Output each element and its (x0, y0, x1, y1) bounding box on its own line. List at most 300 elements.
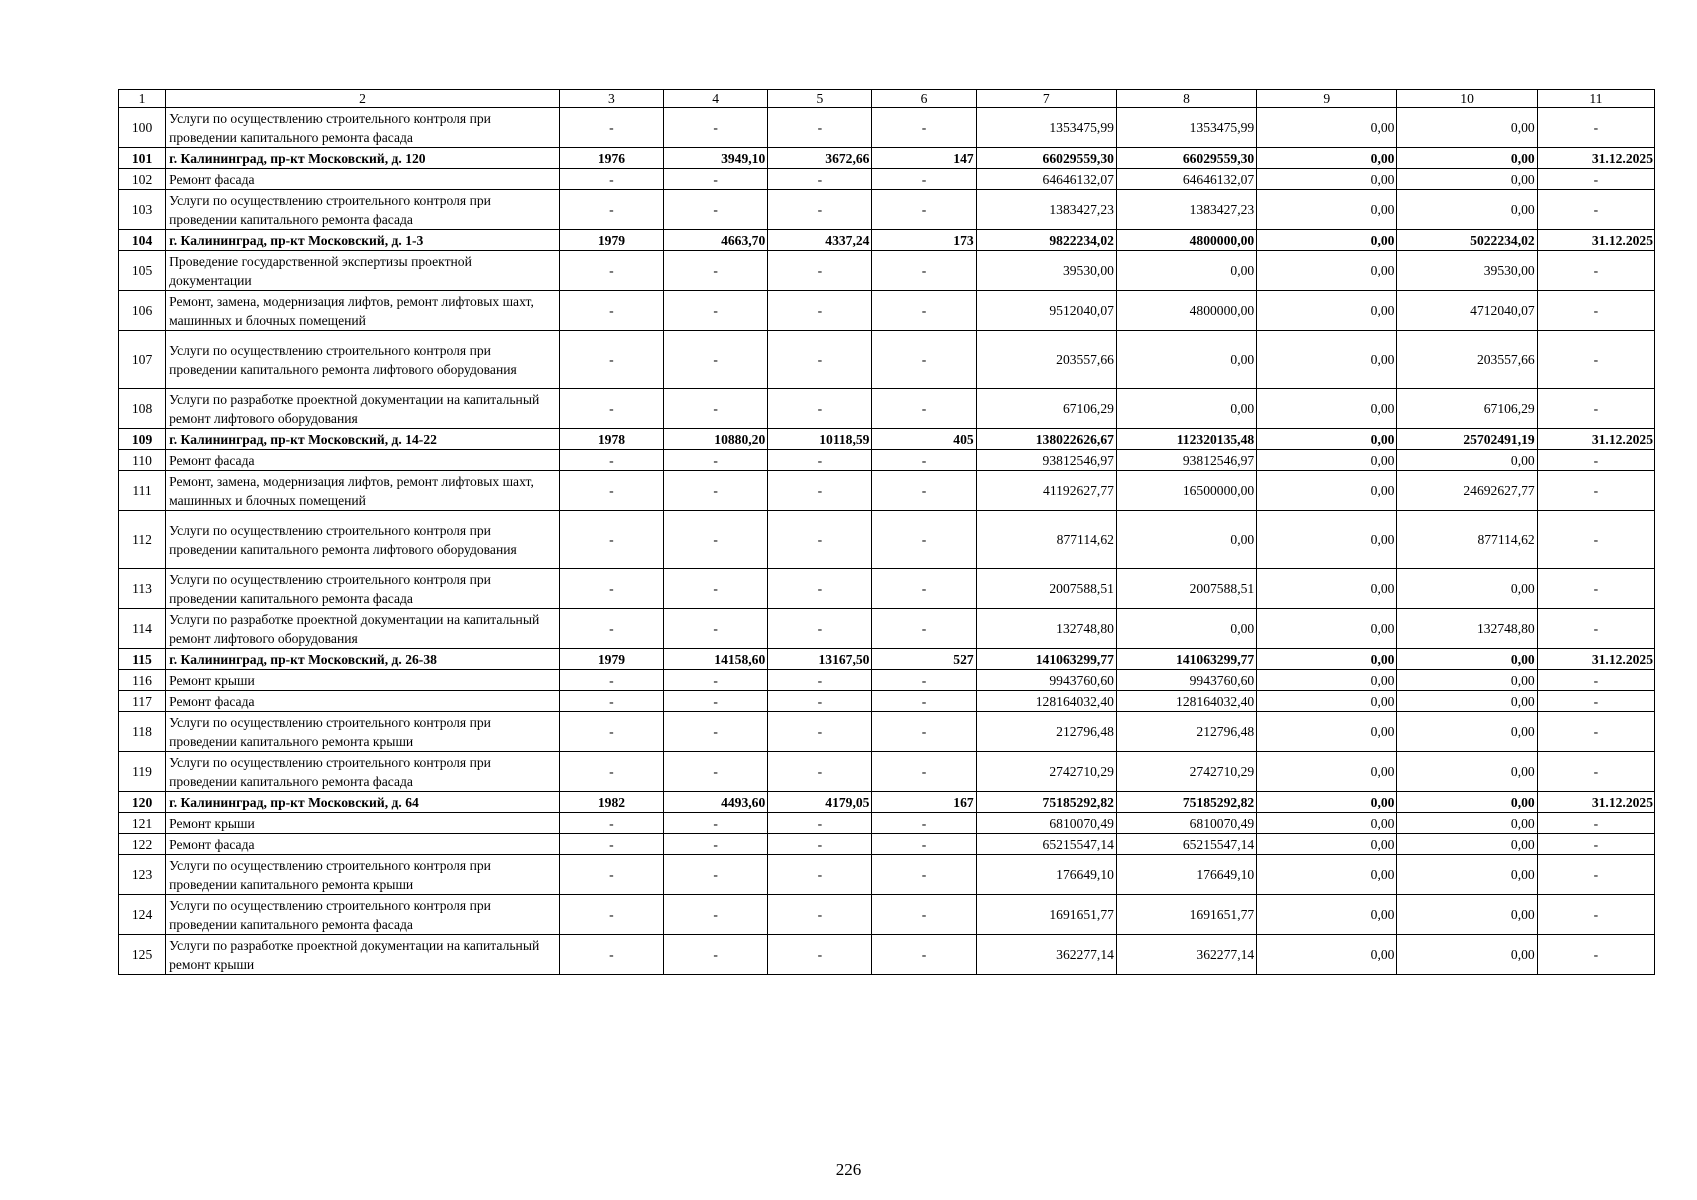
row-number-cell: 117 (119, 691, 166, 712)
total-area-cell: - (664, 331, 768, 389)
budget-cost-cell: 0,00 (1257, 471, 1397, 511)
living-area-cell: - (768, 331, 872, 389)
deadline-cell: 31.12.2025 (1537, 792, 1654, 813)
residents-cell: - (872, 609, 976, 649)
total-area-cell: 10880,20 (664, 429, 768, 450)
living-area-cell: - (768, 190, 872, 230)
work-description-cell: Ремонт фасада (166, 169, 560, 190)
column-header: 6 (872, 90, 976, 108)
residents-cell: - (872, 834, 976, 855)
row-number-cell: 104 (119, 230, 166, 251)
residents-cell: - (872, 389, 976, 429)
total-cost-cell: 2742710,29 (976, 752, 1116, 792)
work-item-row (119, 895, 1655, 935)
budget-cost-cell: 0,00 (1257, 691, 1397, 712)
deadline-cell: 31.12.2025 (1537, 649, 1654, 670)
living-area-cell: - (768, 895, 872, 935)
fund-cost-cell: 16500000,00 (1116, 471, 1256, 511)
table-body (119, 90, 1655, 975)
residents-cell: - (872, 752, 976, 792)
residents-cell: - (872, 855, 976, 895)
work-description-cell: Ремонт крыши (166, 813, 560, 834)
fund-cost-cell: 4800000,00 (1116, 291, 1256, 331)
total-cost-cell: 66029559,30 (976, 148, 1116, 169)
deadline-cell: - (1537, 389, 1654, 429)
row-number-cell: 114 (119, 609, 166, 649)
deadline-cell: - (1537, 813, 1654, 834)
work-description-cell: Услуги по осуществлению строительного контроля при проведении капитального ремонта фасада (166, 108, 560, 148)
residents-cell: 147 (872, 148, 976, 169)
year-cell: - (559, 895, 663, 935)
year-cell: - (559, 569, 663, 609)
deadline-cell: - (1537, 752, 1654, 792)
fund-cost-cell: 66029559,30 (1116, 148, 1256, 169)
work-description-cell: Услуги по осуществлению строительного контроля при проведении капитального ремонта лифтового оборудования (166, 331, 560, 389)
owners-cost-cell: 0,00 (1397, 834, 1537, 855)
total-cost-cell: 75185292,82 (976, 792, 1116, 813)
residents-cell: - (872, 331, 976, 389)
residents-cell: - (872, 450, 976, 471)
deadline-cell: - (1537, 169, 1654, 190)
column-header: 10 (1397, 90, 1537, 108)
owners-cost-cell: 24692627,77 (1397, 471, 1537, 511)
work-description-cell: г. Калининград, пр-кт Московский, д. 64 (166, 792, 560, 813)
budget-cost-cell: 0,00 (1257, 169, 1397, 190)
row-number-cell: 116 (119, 670, 166, 691)
row-number-cell: 115 (119, 649, 166, 670)
work-item-row (119, 331, 1655, 389)
column-header: 3 (559, 90, 663, 108)
residents-cell: 173 (872, 230, 976, 251)
row-number-cell: 120 (119, 792, 166, 813)
fund-cost-cell: 1383427,23 (1116, 190, 1256, 230)
work-item-row (119, 169, 1655, 190)
total-cost-cell: 132748,80 (976, 609, 1116, 649)
budget-cost-cell: 0,00 (1257, 331, 1397, 389)
total-cost-cell: 212796,48 (976, 712, 1116, 752)
row-number-cell: 124 (119, 895, 166, 935)
work-item-row (119, 450, 1655, 471)
year-cell: - (559, 712, 663, 752)
deadline-cell: - (1537, 511, 1654, 569)
living-area-cell: - (768, 511, 872, 569)
deadline-cell: - (1537, 471, 1654, 511)
owners-cost-cell: 0,00 (1397, 813, 1537, 834)
living-area-cell: 10118,59 (768, 429, 872, 450)
total-cost-cell: 203557,66 (976, 331, 1116, 389)
living-area-cell: - (768, 569, 872, 609)
owners-cost-cell: 0,00 (1397, 792, 1537, 813)
fund-cost-cell: 112320135,48 (1116, 429, 1256, 450)
fund-cost-cell: 2007588,51 (1116, 569, 1256, 609)
deadline-cell: - (1537, 190, 1654, 230)
total-area-cell: - (664, 935, 768, 975)
total-cost-cell: 39530,00 (976, 251, 1116, 291)
work-description-cell: Ремонт, замена, модернизация лифтов, ремонт лифтовых шахт, машинных и блочных помещений (166, 291, 560, 331)
total-cost-cell: 362277,14 (976, 935, 1116, 975)
budget-cost-cell: 0,00 (1257, 834, 1397, 855)
owners-cost-cell: 0,00 (1397, 691, 1537, 712)
address-row (119, 649, 1655, 670)
deadline-cell: 31.12.2025 (1537, 148, 1654, 169)
work-description-cell: Услуги по осуществлению строительного контроля при проведении капитального ремонта лифтового оборудования (166, 511, 560, 569)
total-cost-cell: 9943760,60 (976, 670, 1116, 691)
living-area-cell: - (768, 389, 872, 429)
living-area-cell: - (768, 169, 872, 190)
year-cell: - (559, 471, 663, 511)
row-number-cell: 101 (119, 148, 166, 169)
row-number-cell: 119 (119, 752, 166, 792)
work-item-row (119, 752, 1655, 792)
budget-cost-cell: 0,00 (1257, 429, 1397, 450)
deadline-cell: - (1537, 251, 1654, 291)
row-number-cell: 123 (119, 855, 166, 895)
residents-cell: 405 (872, 429, 976, 450)
owners-cost-cell: 4712040,07 (1397, 291, 1537, 331)
deadline-cell: - (1537, 935, 1654, 975)
year-cell: - (559, 331, 663, 389)
budget-cost-cell: 0,00 (1257, 935, 1397, 975)
row-number-cell: 125 (119, 935, 166, 975)
owners-cost-cell: 5022234,02 (1397, 230, 1537, 251)
residents-cell: 167 (872, 792, 976, 813)
total-area-cell: - (664, 834, 768, 855)
fund-cost-cell: 0,00 (1116, 331, 1256, 389)
owners-cost-cell: 0,00 (1397, 649, 1537, 670)
fund-cost-cell: 0,00 (1116, 609, 1256, 649)
work-description-cell: Услуги по осуществлению строительного контроля при проведении капитального ремонта крыши (166, 855, 560, 895)
owners-cost-cell: 132748,80 (1397, 609, 1537, 649)
work-description-cell: Ремонт фасада (166, 834, 560, 855)
year-cell: - (559, 670, 663, 691)
total-area-cell: - (664, 670, 768, 691)
work-item-row (119, 471, 1655, 511)
work-description-cell: Ремонт фасада (166, 691, 560, 712)
total-cost-cell: 877114,62 (976, 511, 1116, 569)
residents-cell: - (872, 511, 976, 569)
owners-cost-cell: 203557,66 (1397, 331, 1537, 389)
work-item-row (119, 935, 1655, 975)
fund-cost-cell: 0,00 (1116, 251, 1256, 291)
total-area-cell: - (664, 108, 768, 148)
work-item-row (119, 511, 1655, 569)
address-row (119, 429, 1655, 450)
fund-cost-cell: 362277,14 (1116, 935, 1256, 975)
budget-cost-cell: 0,00 (1257, 855, 1397, 895)
year-cell: - (559, 935, 663, 975)
work-description-cell: Услуги по осуществлению строительного контроля при проведении капитального ремонта крыши (166, 712, 560, 752)
living-area-cell: - (768, 813, 872, 834)
owners-cost-cell: 0,00 (1397, 670, 1537, 691)
page-number: 226 (835, 1160, 862, 1179)
total-area-cell: - (664, 569, 768, 609)
total-area-cell: - (664, 251, 768, 291)
work-description-cell: Ремонт, замена, модернизация лифтов, ремонт лифтовых шахт, машинных и блочных помещений (166, 471, 560, 511)
budget-cost-cell: 0,00 (1257, 190, 1397, 230)
total-cost-cell: 141063299,77 (976, 649, 1116, 670)
total-cost-cell: 41192627,77 (976, 471, 1116, 511)
living-area-cell: - (768, 935, 872, 975)
column-header: 4 (664, 90, 768, 108)
total-cost-cell: 2007588,51 (976, 569, 1116, 609)
fund-cost-cell: 141063299,77 (1116, 649, 1256, 670)
living-area-cell: - (768, 834, 872, 855)
total-area-cell: - (664, 291, 768, 331)
work-item-row (119, 291, 1655, 331)
address-row (119, 230, 1655, 251)
total-area-cell: - (664, 169, 768, 190)
budget-cost-cell: 0,00 (1257, 291, 1397, 331)
fund-cost-cell: 0,00 (1116, 511, 1256, 569)
year-cell: - (559, 834, 663, 855)
living-area-cell: - (768, 251, 872, 291)
owners-cost-cell: 0,00 (1397, 108, 1537, 148)
work-item-row (119, 389, 1655, 429)
row-number-cell: 108 (119, 389, 166, 429)
budget-cost-cell: 0,00 (1257, 712, 1397, 752)
living-area-cell: - (768, 670, 872, 691)
total-area-cell: - (664, 691, 768, 712)
work-description-cell: Услуги по разработке проектной документации на капитальный ремонт лифтового оборудования (166, 389, 560, 429)
living-area-cell: - (768, 450, 872, 471)
total-area-cell: - (664, 895, 768, 935)
living-area-cell: - (768, 291, 872, 331)
total-area-cell: - (664, 813, 768, 834)
year-cell: - (559, 609, 663, 649)
total-area-cell: 4663,70 (664, 230, 768, 251)
total-area-cell: - (664, 855, 768, 895)
residents-cell: - (872, 670, 976, 691)
residents-cell: - (872, 291, 976, 331)
fund-cost-cell: 176649,10 (1116, 855, 1256, 895)
year-cell: - (559, 752, 663, 792)
address-row (119, 148, 1655, 169)
fund-cost-cell: 0,00 (1116, 389, 1256, 429)
owners-cost-cell: 0,00 (1397, 148, 1537, 169)
fund-cost-cell: 93812546,97 (1116, 450, 1256, 471)
fund-cost-cell: 2742710,29 (1116, 752, 1256, 792)
year-cell: - (559, 450, 663, 471)
year-cell: - (559, 291, 663, 331)
fund-cost-cell: 1691651,77 (1116, 895, 1256, 935)
budget-cost-cell: 0,00 (1257, 450, 1397, 471)
total-cost-cell: 138022626,67 (976, 429, 1116, 450)
residents-cell: - (872, 712, 976, 752)
work-description-cell: Услуги по осуществлению строительного контроля при проведении капитального ремонта фасада (166, 895, 560, 935)
year-cell: 1982 (559, 792, 663, 813)
year-cell: 1979 (559, 649, 663, 670)
residents-cell: - (872, 190, 976, 230)
row-number-cell: 100 (119, 108, 166, 148)
total-cost-cell: 176649,10 (976, 855, 1116, 895)
budget-cost-cell: 0,00 (1257, 251, 1397, 291)
budget-cost-cell: 0,00 (1257, 649, 1397, 670)
budget-cost-cell: 0,00 (1257, 895, 1397, 935)
work-description-cell: г. Калининград, пр-кт Московский, д. 1-3 (166, 230, 560, 251)
year-cell: 1978 (559, 429, 663, 450)
owners-cost-cell: 0,00 (1397, 169, 1537, 190)
work-description-cell: Услуги по осуществлению строительного контроля при проведении капитального ремонта фасада (166, 569, 560, 609)
budget-cost-cell: 0,00 (1257, 813, 1397, 834)
total-cost-cell: 9822234,02 (976, 230, 1116, 251)
year-cell: - (559, 511, 663, 569)
address-row (119, 792, 1655, 813)
row-number-cell: 122 (119, 834, 166, 855)
year-cell: - (559, 251, 663, 291)
owners-cost-cell: 877114,62 (1397, 511, 1537, 569)
work-item-row (119, 691, 1655, 712)
deadline-cell: - (1537, 108, 1654, 148)
year-cell: 1976 (559, 148, 663, 169)
owners-cost-cell: 0,00 (1397, 190, 1537, 230)
work-description-cell: Услуги по осуществлению строительного контроля при проведении капитального ремонта фасада (166, 752, 560, 792)
row-number-cell: 111 (119, 471, 166, 511)
row-number-cell: 107 (119, 331, 166, 389)
deadline-cell: - (1537, 569, 1654, 609)
work-item-row (119, 251, 1655, 291)
owners-cost-cell: 0,00 (1397, 569, 1537, 609)
residents-cell: - (872, 471, 976, 511)
total-area-cell: - (664, 389, 768, 429)
residents-cell: - (872, 251, 976, 291)
work-item-row (119, 855, 1655, 895)
total-area-cell: - (664, 609, 768, 649)
row-number-cell: 109 (119, 429, 166, 450)
year-cell: - (559, 813, 663, 834)
work-item-row (119, 569, 1655, 609)
total-area-cell: - (664, 752, 768, 792)
residents-cell: 527 (872, 649, 976, 670)
deadline-cell: - (1537, 834, 1654, 855)
total-area-cell: - (664, 712, 768, 752)
work-description-cell: Услуги по разработке проектной документации на капитальный ремонт крыши (166, 935, 560, 975)
living-area-cell: 13167,50 (768, 649, 872, 670)
column-header: 8 (1116, 90, 1256, 108)
column-header: 11 (1537, 90, 1654, 108)
total-cost-cell: 1383427,23 (976, 190, 1116, 230)
owners-cost-cell: 25702491,19 (1397, 429, 1537, 450)
living-area-cell: - (768, 108, 872, 148)
year-cell: - (559, 855, 663, 895)
deadline-cell: - (1537, 291, 1654, 331)
living-area-cell: 3672,66 (768, 148, 872, 169)
fund-cost-cell: 128164032,40 (1116, 691, 1256, 712)
year-cell: - (559, 691, 663, 712)
living-area-cell: - (768, 471, 872, 511)
row-number-cell: 106 (119, 291, 166, 331)
total-cost-cell: 1691651,77 (976, 895, 1116, 935)
deadline-cell: 31.12.2025 (1537, 429, 1654, 450)
budget-cost-cell: 0,00 (1257, 230, 1397, 251)
column-header: 2 (166, 90, 560, 108)
fund-cost-cell: 9943760,60 (1116, 670, 1256, 691)
work-item-row (119, 108, 1655, 148)
owners-cost-cell: 0,00 (1397, 450, 1537, 471)
column-number-header-row (119, 90, 1655, 108)
living-area-cell: - (768, 691, 872, 712)
row-number-cell: 110 (119, 450, 166, 471)
repair-schedule-table (118, 89, 1655, 975)
total-cost-cell: 128164032,40 (976, 691, 1116, 712)
work-item-row (119, 813, 1655, 834)
deadline-cell: 31.12.2025 (1537, 230, 1654, 251)
living-area-cell: 4337,24 (768, 230, 872, 251)
deadline-cell: - (1537, 712, 1654, 752)
residents-cell: - (872, 895, 976, 935)
living-area-cell: 4179,05 (768, 792, 872, 813)
owners-cost-cell: 0,00 (1397, 855, 1537, 895)
living-area-cell: - (768, 712, 872, 752)
total-area-cell: - (664, 471, 768, 511)
work-item-row (119, 712, 1655, 752)
row-number-cell: 121 (119, 813, 166, 834)
column-header: 5 (768, 90, 872, 108)
budget-cost-cell: 0,00 (1257, 670, 1397, 691)
total-cost-cell: 65215547,14 (976, 834, 1116, 855)
work-description-cell: Проведение государственной экспертизы проектной документации (166, 251, 560, 291)
residents-cell: - (872, 108, 976, 148)
budget-cost-cell: 0,00 (1257, 569, 1397, 609)
work-item-row (119, 834, 1655, 855)
total-area-cell: - (664, 511, 768, 569)
total-area-cell: - (664, 190, 768, 230)
work-description-cell: Услуги по разработке проектной документации на капитальный ремонт лифтового оборудования (166, 609, 560, 649)
total-area-cell: - (664, 450, 768, 471)
fund-cost-cell: 75185292,82 (1116, 792, 1256, 813)
deadline-cell: - (1537, 331, 1654, 389)
fund-cost-cell: 212796,48 (1116, 712, 1256, 752)
column-header: 9 (1257, 90, 1397, 108)
work-description-cell: Ремонт фасада (166, 450, 560, 471)
work-description-cell: г. Калининград, пр-кт Московский, д. 120 (166, 148, 560, 169)
residents-cell: - (872, 691, 976, 712)
total-cost-cell: 64646132,07 (976, 169, 1116, 190)
row-number-cell: 113 (119, 569, 166, 609)
living-area-cell: - (768, 855, 872, 895)
total-cost-cell: 9512040,07 (976, 291, 1116, 331)
living-area-cell: - (768, 752, 872, 792)
residents-cell: - (872, 569, 976, 609)
year-cell: 1979 (559, 230, 663, 251)
owners-cost-cell: 0,00 (1397, 895, 1537, 935)
total-cost-cell: 1353475,99 (976, 108, 1116, 148)
year-cell: - (559, 108, 663, 148)
work-description-cell: г. Калининград, пр-кт Московский, д. 26-38 (166, 649, 560, 670)
year-cell: - (559, 169, 663, 190)
residents-cell: - (872, 935, 976, 975)
work-item-row (119, 190, 1655, 230)
owners-cost-cell: 0,00 (1397, 935, 1537, 975)
total-cost-cell: 6810070,49 (976, 813, 1116, 834)
total-area-cell: 4493,60 (664, 792, 768, 813)
work-description-cell: Ремонт крыши (166, 670, 560, 691)
deadline-cell: - (1537, 670, 1654, 691)
row-number-cell: 112 (119, 511, 166, 569)
owners-cost-cell: 67106,29 (1397, 389, 1537, 429)
work-item-row (119, 609, 1655, 649)
total-area-cell: 14158,60 (664, 649, 768, 670)
row-number-cell: 118 (119, 712, 166, 752)
fund-cost-cell: 64646132,07 (1116, 169, 1256, 190)
row-number-cell: 102 (119, 169, 166, 190)
budget-cost-cell: 0,00 (1257, 752, 1397, 792)
work-description-cell: г. Калининград, пр-кт Московский, д. 14-22 (166, 429, 560, 450)
budget-cost-cell: 0,00 (1257, 609, 1397, 649)
column-header: 1 (119, 90, 166, 108)
work-item-row (119, 670, 1655, 691)
row-number-cell: 105 (119, 251, 166, 291)
year-cell: - (559, 389, 663, 429)
